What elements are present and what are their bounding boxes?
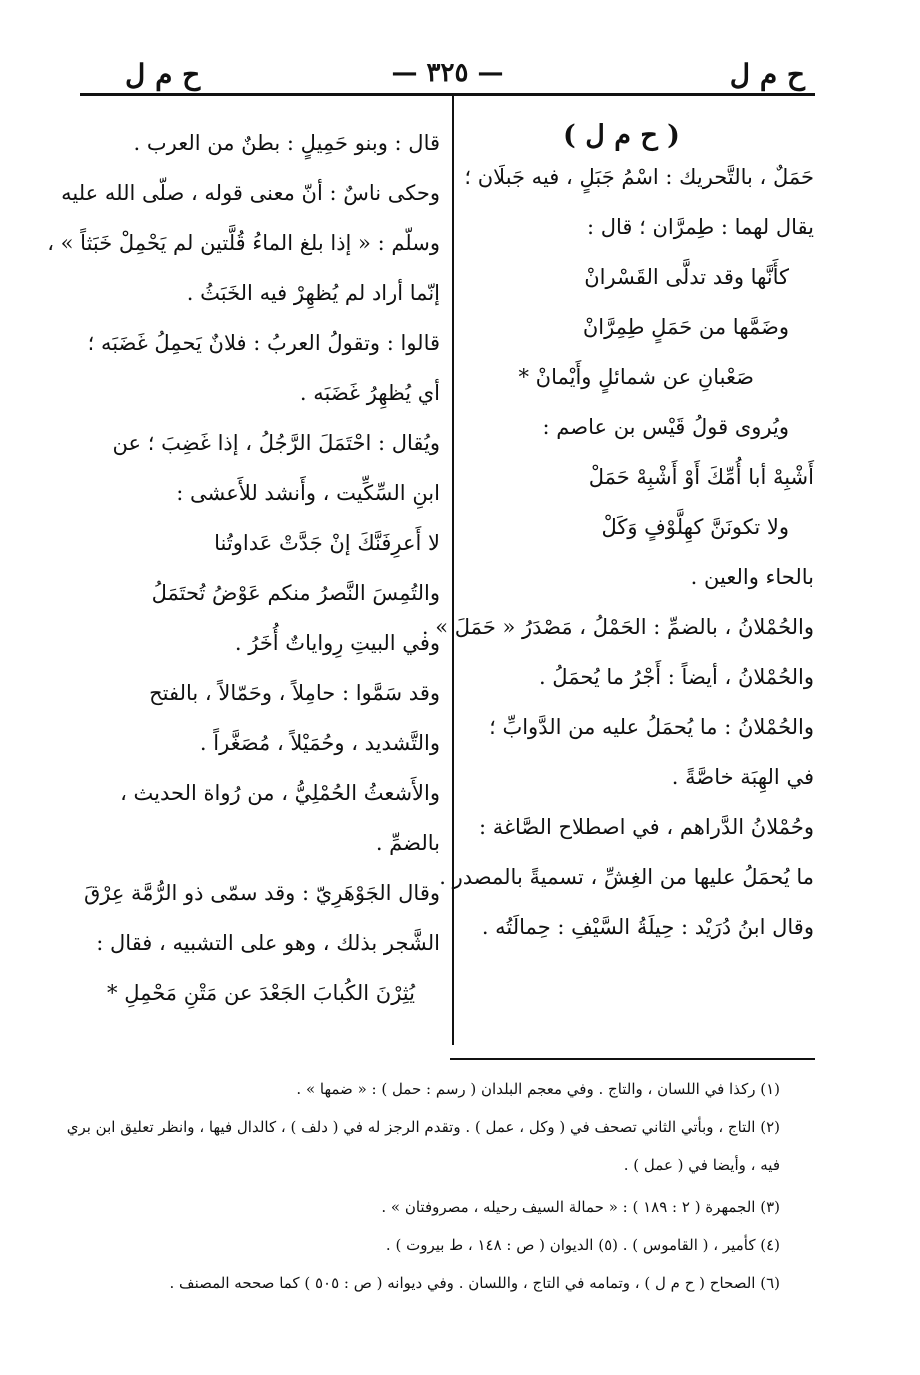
text-line: والحُمْلانُ ، أيضاً : أَجْرُ ما يُحمَلُ . [538, 664, 814, 689]
text-line: في الهِبَة خاصَّةً . [671, 764, 814, 789]
header-root-left: ح م ل [125, 58, 201, 91]
text-line: قال : وبنو حَمِيلٍ : بطنٌ من العرب . [133, 130, 440, 155]
verse-line: صَعْبانِ عن شمائلٍ وأَيْمانْ * [518, 364, 754, 389]
column-divider [452, 95, 454, 1045]
text-line: أي يُظهِرُ غَضَبَه . [299, 380, 440, 405]
text-line: وحكى ناسٌ : أنّ معنى قوله ، صلّى الله عليه [61, 180, 440, 205]
text-line: والحُمْلانُ : ما يُحمَلُ عليه من الدَّوابِّ ؛ [489, 714, 814, 739]
footnote: (٢) التاج ، وبأتي الثاني تصحف في ( وكل ، عمل ) . وتقدم الرجز له في ( دلف ) ، كالدال فيها ، وانظر تعليق ابن بري [66, 1118, 780, 1136]
footnote: (٦) الصحاح ( ح م ل ) ، وتمامه في التاج ، واللسان . وفي ديوانه ( ص : ٥٠٥ ) كما صححه المصنف . [169, 1274, 780, 1292]
footnote: (١) ركذا في اللسان ، والتاج . وفي معجم البلدان ( رسم : حمل ) : « ضمها » . [296, 1080, 780, 1098]
footnote: (٤) كأمير ، ( القاموس ) . (٥) الديوان ( ص : ١٤٨ ، ط بيروت ) . [385, 1236, 780, 1254]
text-line: قالوا : وتقولُ العربُ : فلانٌ يَحمِلُ غَضَبَه ؛ [87, 330, 440, 355]
right-column [421, 118, 814, 952]
text-line: وقد سَمَّوا : حامِلاً ، وحَمّالاً ، بالفتح [149, 680, 440, 705]
text-line: وسلّم : « إذا بلغ الماءُ قُلَّتين لم يَحْمِلْ خَبَثاً » ، [47, 230, 440, 255]
header-root-right: ح م ل [729, 58, 805, 91]
verse-line: وضَمَّها من حَمَلٍ طِمِرَّانْ [582, 314, 789, 339]
text-line: بالضمِّ . [375, 830, 440, 855]
text-line: ما يُحمَلُ عليها من الغِشِّ ، تسميةً بالمصدر . [439, 864, 814, 889]
text-line: بالحاء والعين . [690, 564, 814, 589]
entry-heading: ( ح م ل ) [563, 119, 680, 151]
verse-line: ولا تكونَنَّ كهِلَّوْفٍ وَكَلْ [601, 514, 789, 539]
text-line: إنّما أراد لم يُظهِرْ فيه الخَبَثُ . [186, 280, 440, 305]
text-line: وفي البيتِ رِواياتٌ أُخَرُ . [234, 630, 440, 655]
page-header [80, 58, 815, 94]
header-rule [80, 93, 815, 96]
text-line: يقال لهما : طِمرَّان ؛ قال : [586, 214, 814, 239]
footnote: فيه ، وأيضا في ( عمل ) . [623, 1156, 780, 1174]
text-line: والتَّشديد ، وحُمَيْلاً ، مُصَغَّراً . [199, 730, 440, 755]
verse-line: والتُمِسَ النَّصرُ منكم عَوْضُ تُحتَمَلُ [151, 580, 440, 605]
verse-line: أَشْبِهْ أبا أُمِّكَ أَوْ أَشْبِهْ حَمَلْ [588, 464, 814, 489]
verse-line: يُثِرْنَ الكُبابَ الجَعْدَ عن مَتْنِ مَحْمِلِ * [107, 980, 415, 1005]
text-line: وحُمْلانُ الدَّراهم ، في اصطلاح الصَّاغة : [478, 814, 814, 839]
footnote: (٣) الجمهرة ( ٢ : ١٨٩ ) : « حمالة السيف رحيله ، مصروفتان » . [381, 1198, 780, 1216]
verse-line: لا أَعرِفَنَّكَ إنْ جَدَّتْ عَداوتُنا [214, 530, 440, 555]
footnote-rule [450, 1058, 815, 1060]
text-line: الشَّجر بذلك ، وهو على التشبيه ، فقال : [96, 930, 440, 955]
text-line: وقال الجَوْهَرِيّ : وقد سمّى ذو الرُّمَّة عِرْقَ [83, 880, 440, 905]
text-line: ويُروى قولُ قَيْس بن عاصم : [542, 414, 789, 439]
verse-line: كأَنَّها وقد تدلَّى القَسْرانْ [584, 264, 789, 289]
text-line: حَمَلٌ ، بالتَّحريك : اسْمُ جَبَلٍ ، فيه جَبلَان ؛ [464, 164, 814, 189]
text-line: وقال ابنُ دُرَيْد : حِيلَةُ السَّيْفِ : حِمالَتُه . [481, 914, 814, 939]
text-line: ابنِ السِّكِّيت ، وأَنشد للأَعشى : [176, 480, 440, 505]
text-line: والأَشعثُ الحُمْلِيُّ ، من رُواة الحديث ، [120, 780, 440, 805]
page-number: — ٣٢٥ — [391, 58, 504, 88]
text-line: والحُمْلانُ ، بالضمِّ : الحَمْلُ ، مَصْدَرُ « حَمَلَ » . [421, 614, 814, 639]
left-column [47, 118, 440, 1018]
text-line: ويُقال : احْتَمَلَ الرَّجُلُ ، إذا غَضِبَ ؛ عن [112, 430, 440, 455]
